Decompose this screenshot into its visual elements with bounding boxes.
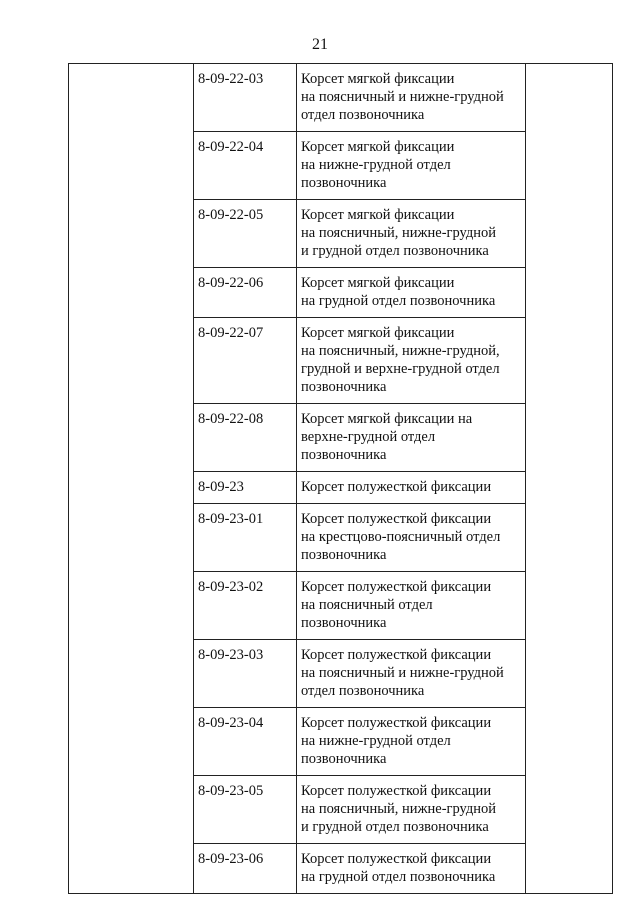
description-line: на поясничный, нижне-грудной — [301, 225, 497, 241]
description-line: на грудной отдел позвоночника — [301, 869, 496, 885]
description-line: на нижне-грудной отдел — [301, 733, 451, 749]
table-body — [69, 64, 613, 894]
item-code: 8-09-23 — [194, 472, 297, 504]
item-description — [297, 64, 526, 132]
item-description — [297, 318, 526, 404]
description-line: Корсет полужесткой фиксации — [301, 579, 492, 595]
item-code: 8-09-22-08 — [194, 404, 297, 472]
item-description — [297, 404, 526, 472]
description-line: на нижне-грудной отдел — [301, 157, 451, 173]
description-line: на грудной отдел позвоночника — [301, 293, 496, 309]
item-code: 8-09-23-04 — [194, 708, 297, 776]
classification-table — [68, 63, 613, 894]
description-line: на поясничный, нижне-грудной, — [301, 343, 500, 359]
description-line: Корсет мягкой фиксации — [301, 207, 455, 223]
description-line: и грудной отдел позвоночника — [301, 819, 489, 835]
item-code: 8-09-22-07 — [194, 318, 297, 404]
description-line: Корсет мягкой фиксации — [301, 275, 455, 291]
description-line: на поясничный, нижне-грудной — [301, 801, 497, 817]
description-line: на поясничный и нижне-грудной — [301, 665, 504, 681]
description-line: и грудной отдел позвоночника — [301, 243, 489, 259]
left-empty-cell — [69, 64, 194, 894]
item-code: 8-09-22-04 — [194, 132, 297, 200]
item-description — [297, 132, 526, 200]
table-row — [69, 64, 613, 132]
description-line: позвоночника — [301, 615, 387, 631]
item-description — [297, 472, 526, 504]
item-description — [297, 268, 526, 318]
description-line: отдел позвоночника — [301, 683, 425, 699]
description-line: Корсет мягкой фиксации на — [301, 411, 473, 427]
item-code: 8-09-23-01 — [194, 504, 297, 572]
item-code: 8-09-23-06 — [194, 844, 297, 894]
item-code: 8-09-23-02 — [194, 572, 297, 640]
description-line: Корсет полужесткой фиксации — [301, 479, 492, 495]
item-description — [297, 708, 526, 776]
item-code: 8-09-23-05 — [194, 776, 297, 844]
item-code: 8-09-22-06 — [194, 268, 297, 318]
item-description — [297, 200, 526, 268]
description-line: позвоночника — [301, 547, 387, 563]
description-line: Корсет полужесткой фиксации — [301, 715, 492, 731]
item-description — [297, 572, 526, 640]
description-line: Корсет полужесткой фиксации — [301, 783, 492, 799]
item-code: 8-09-22-03 — [194, 64, 297, 132]
description-line: Корсет полужесткой фиксации — [301, 851, 492, 867]
description-line: верхне-грудной отдел — [301, 429, 436, 445]
description-line: позвоночника — [301, 751, 387, 767]
item-code: 8-09-22-05 — [194, 200, 297, 268]
page-number: 21 — [312, 36, 328, 53]
description-line: Корсет полужесткой фиксации — [301, 647, 492, 663]
description-line: Корсет мягкой фиксации — [301, 71, 455, 87]
description-line: Корсет мягкой фиксации — [301, 139, 455, 155]
description-line: грудной и верхне-грудной отдел — [301, 361, 500, 377]
description-line: на поясничный и нижне-грудной — [301, 89, 504, 105]
description-line: Корсет полужесткой фиксации — [301, 511, 492, 527]
item-description — [297, 844, 526, 894]
description-line: на поясничный отдел — [301, 597, 433, 613]
item-code: 8-09-23-03 — [194, 640, 297, 708]
item-description — [297, 776, 526, 844]
description-line: отдел позвоночника — [301, 107, 425, 123]
item-description — [297, 504, 526, 572]
item-description — [297, 640, 526, 708]
description-line: на крестцово-поясничный отдел — [301, 529, 501, 545]
description-line: позвоночника — [301, 447, 387, 463]
right-empty-cell — [526, 64, 613, 894]
description-line: позвоночника — [301, 379, 387, 395]
description-line: Корсет мягкой фиксации — [301, 325, 455, 341]
description-line: позвоночника — [301, 175, 387, 191]
